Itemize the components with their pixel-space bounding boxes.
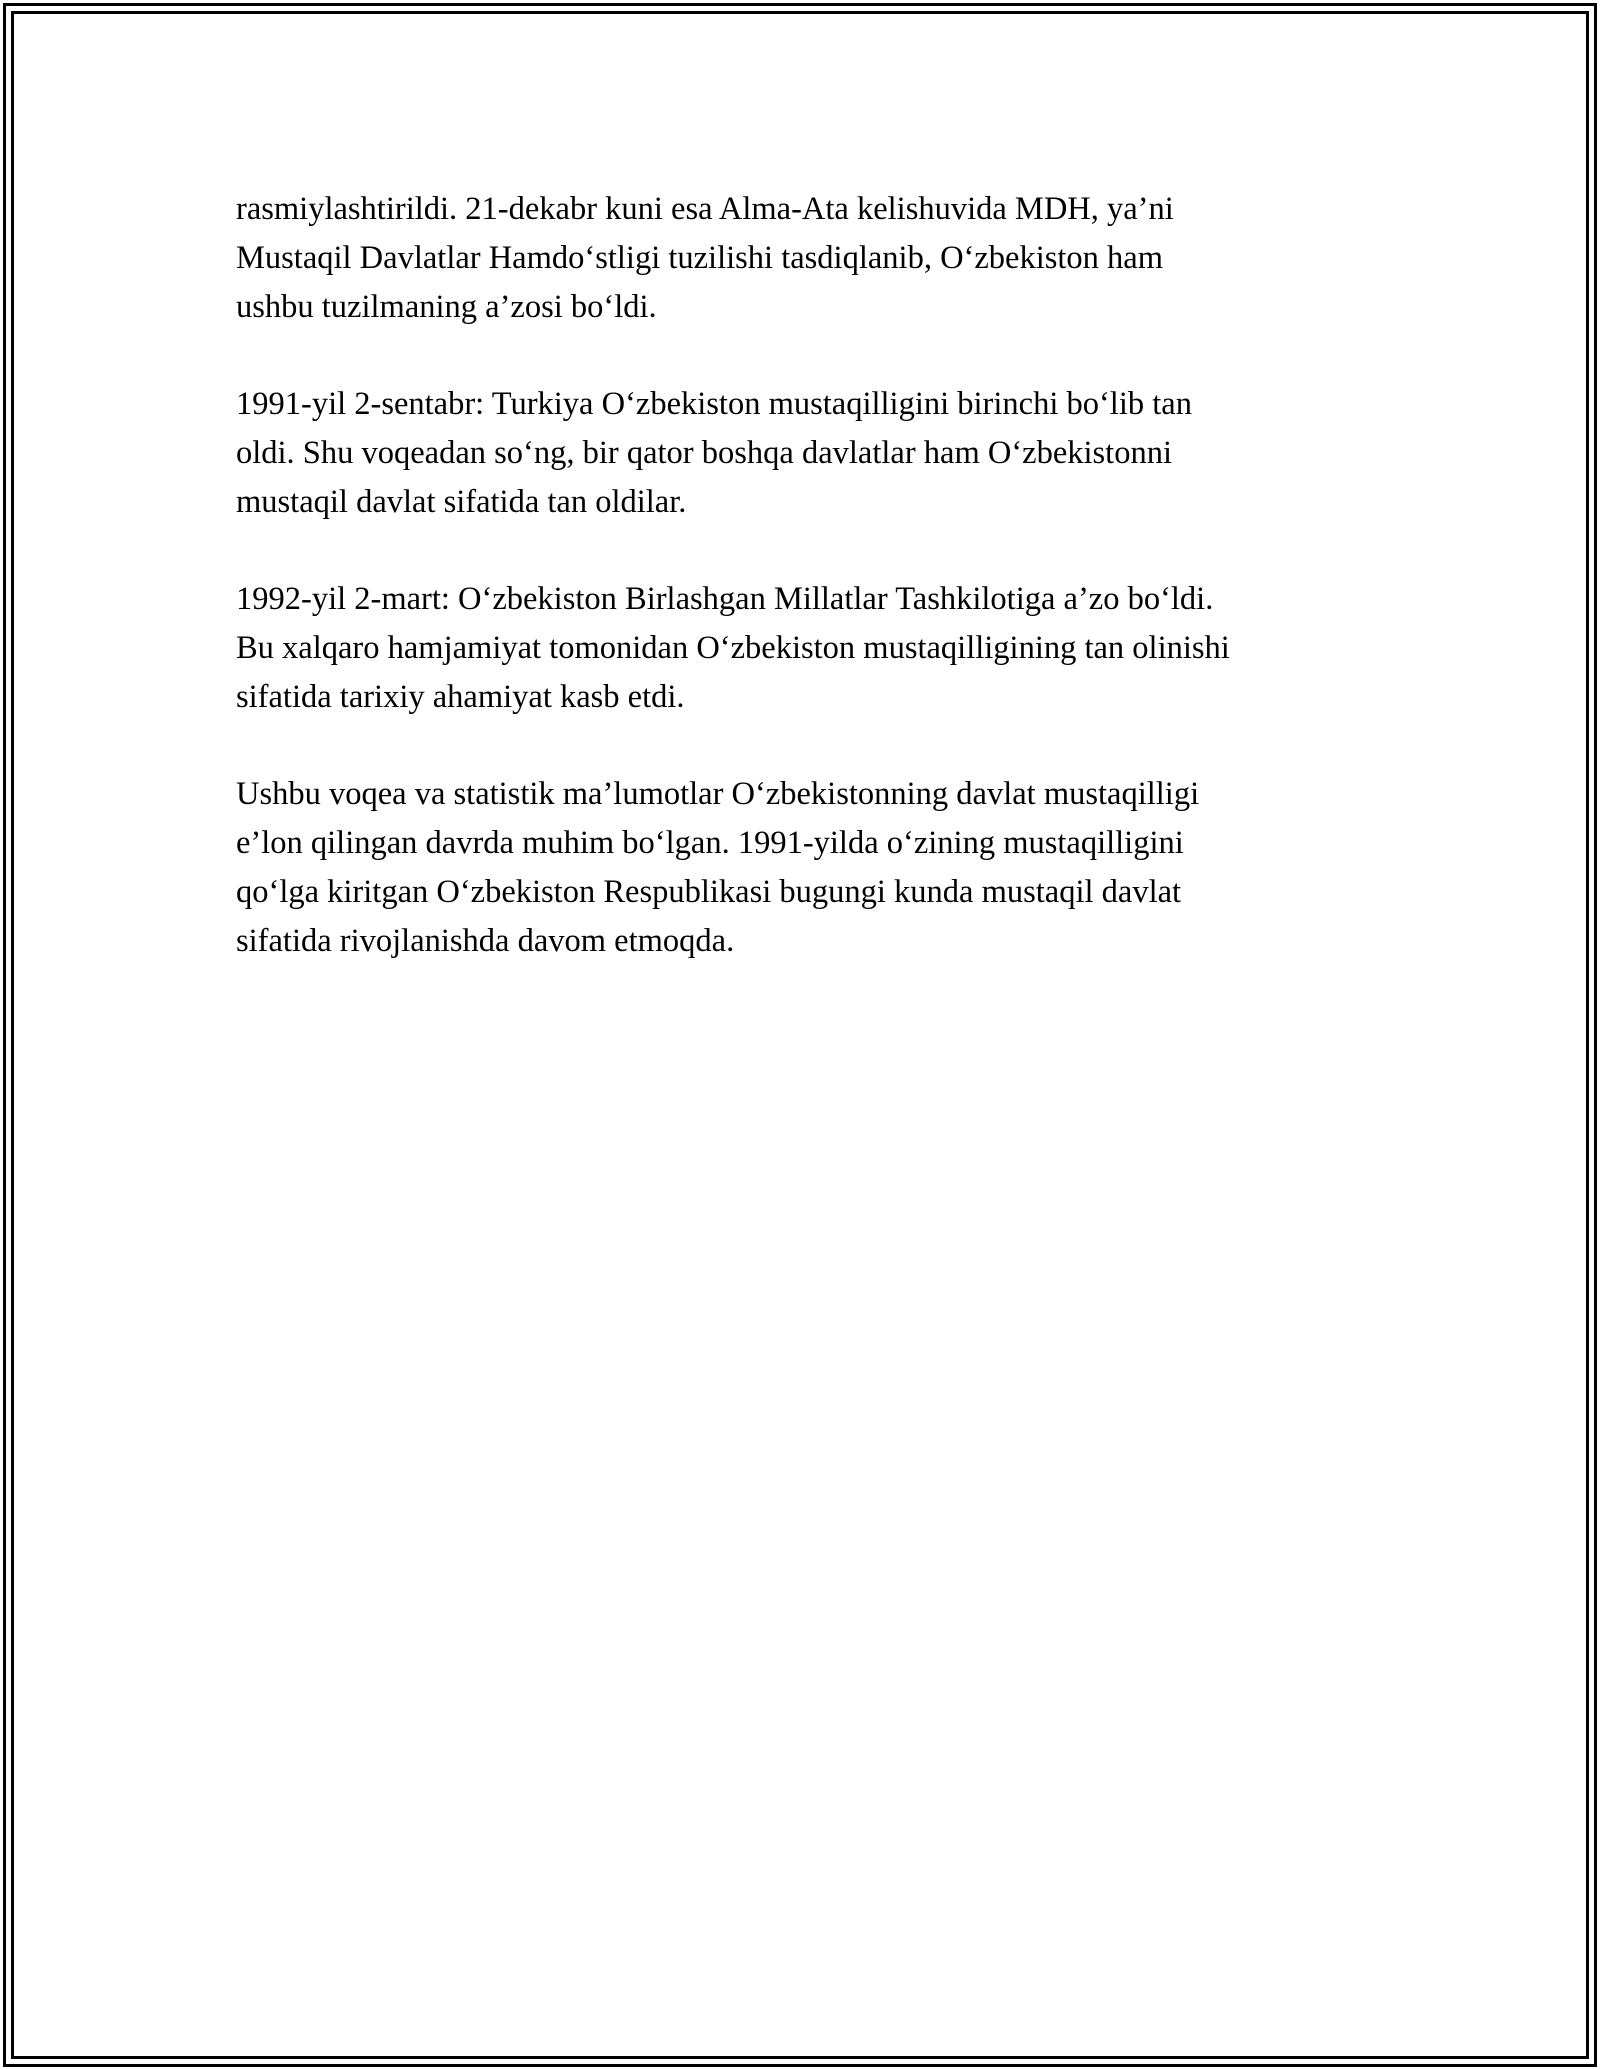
paragraph-conclusion: Ushbu voqea va statistik ma’lumotlar O‘zbekistonning davlat mustaqilligi e’lon qilingan davrda muhim bo‘lgan. 1991-yilda o‘zining mustaqilligini qo‘lga kiritgan O‘zbekiston Respublikasi bugungi kunda mustaqil davlat sifatida rivojlanishda davom etmoqda. xyxy=(236,776,1200,959)
paragraph-turkey-recognition: 1991-yil 2-sentabr: Turkiya O‘zbekiston mustaqilligini birinchi bo‘lib tan oldi. Shu voqeadan so‘ng, bir qator boshqa davlatlar ham O‘zbekistonni mustaqil davlat sifatida tan oldilar. xyxy=(236,386,1192,520)
document-body xyxy=(236,185,1376,1014)
paragraph-mdh: rasmiylashtirildi. 21-dekabr kuni esa Alma-Ata kelishuvida MDH, ya’ni Mustaqil Davlatlar Hamdo‘stligi tuzilishi tasdiqlanib, O‘zbekiston ham ushbu tuzilmaning a’zosi bo‘ldi. xyxy=(236,191,1174,325)
paragraph-un-membership: 1992-yil 2-mart: O‘zbekiston Birlashgan Millatlar Tashkilotiga a’zo bo‘ldi. Bu xalqaro hamjamiyat tomonidan O‘zbekiston mustaqilligining tan olinishi sifatida tarixiy ahamiyat kasb etdi. xyxy=(236,581,1230,715)
